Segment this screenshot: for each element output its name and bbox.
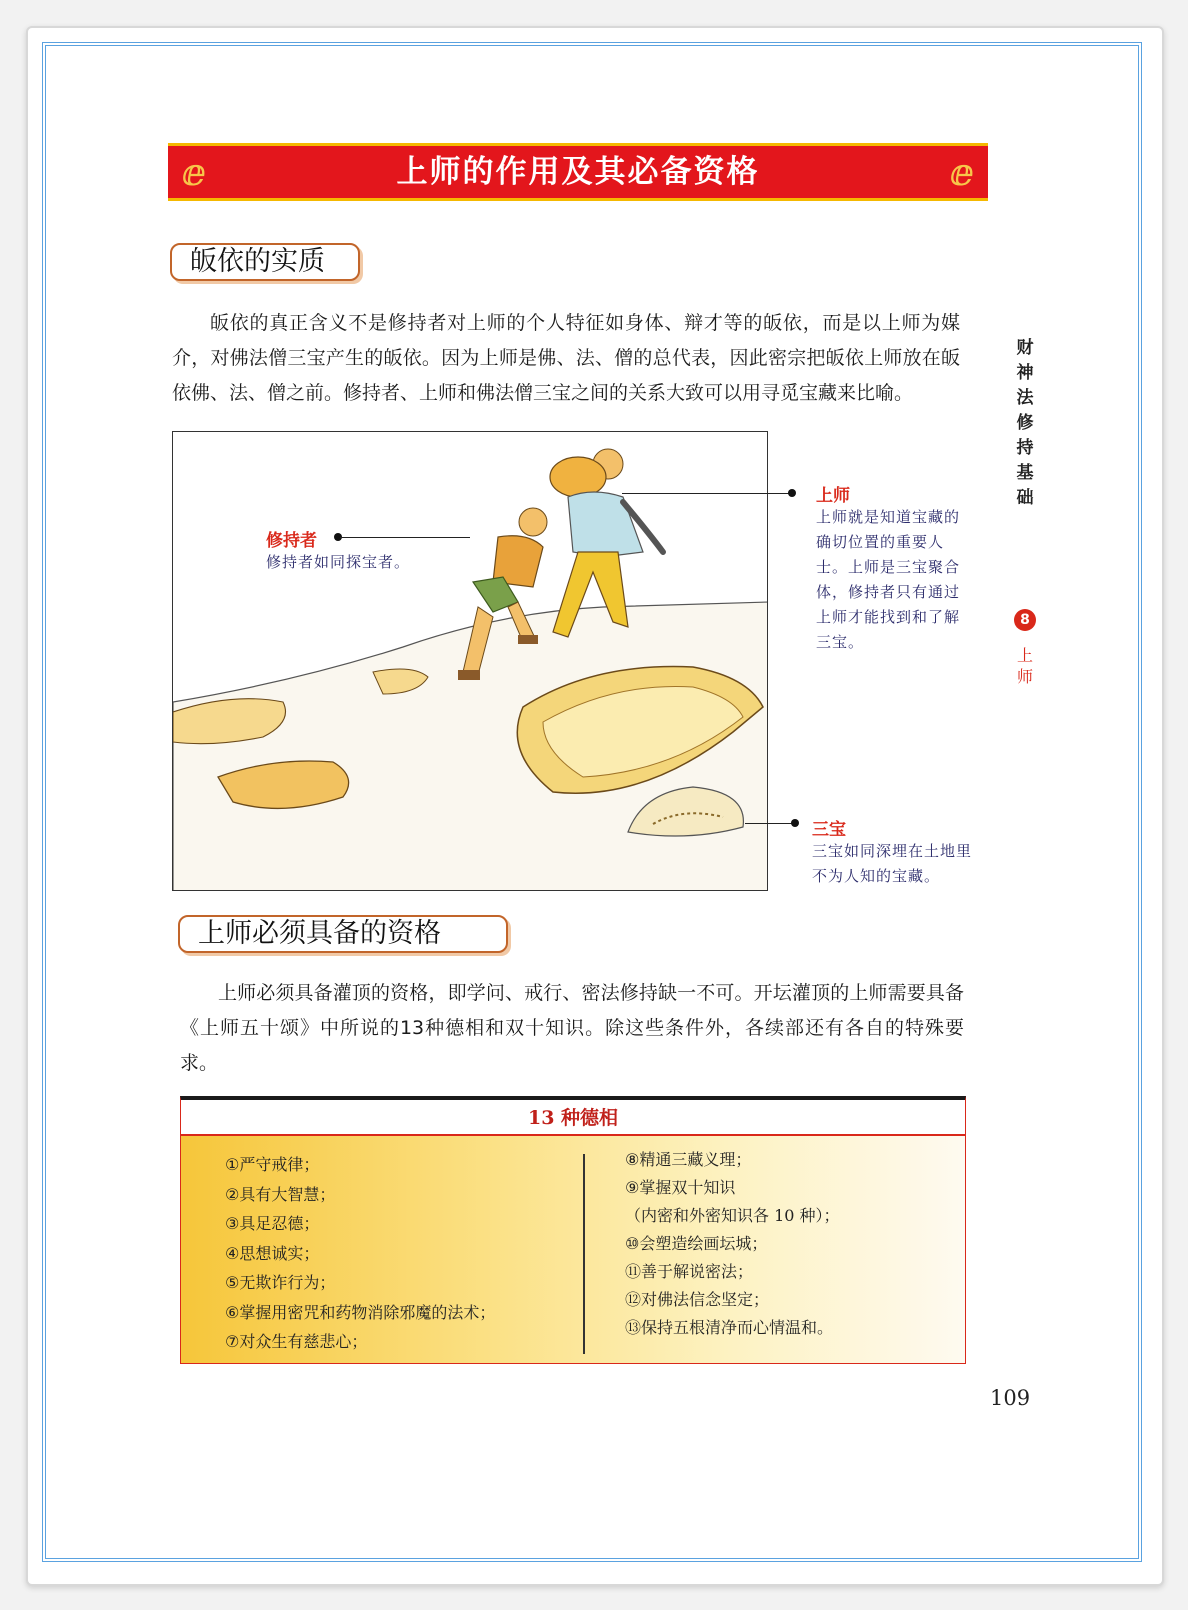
virtue-item: ⑩会塑造绘画坛城； [625, 1234, 768, 1253]
virtues-table-title: 13 种德相 [180, 1096, 966, 1136]
virtue-item-note: （内密和外密知识各 10 种）； [625, 1206, 840, 1225]
virtue-item: ⑦对众生有慈悲心； [225, 1332, 368, 1351]
virtue-item: ⑥掌握用密咒和药物消除邪魔的法术； [225, 1302, 496, 1322]
desc-three-jewels: 三宝如同深埋在土地里不为人知的宝藏。 [812, 842, 973, 885]
label-practitioner: 修持者 [266, 531, 317, 551]
section-heading-qualifications [178, 915, 508, 953]
virtue-item: ⑫对佛法信念坚定； [625, 1290, 770, 1309]
page-number: 109 [990, 1386, 1031, 1410]
leader-line-master [622, 493, 790, 494]
virtue-item: ⑪善于解说密法； [625, 1262, 754, 1281]
label-master: 上师 [816, 486, 850, 506]
page-title: 上师的作用及其必备资格 [396, 154, 760, 190]
leader-line-three-jewels [745, 823, 793, 824]
paragraph-refuge: 皈依的真正含义不是修持者对上师的个人特征如身体、辩才等的皈依，而是以上师为媒介，对佛法僧三宝产生的皈依。因为上师是佛、法、僧的总代表，因此密宗把皈依上师放在皈依佛、法、僧之前。修持者、上师和佛法僧三宝之间的关系大致可以用寻觅宝藏来比喻。 [172, 312, 960, 404]
virtue-item: ④思想诚实； [225, 1243, 320, 1263]
leader-line-practitioner [340, 537, 470, 538]
desc-practitioner: 修持者如同探宝者。 [266, 553, 411, 571]
virtues-table-body [180, 1136, 966, 1364]
virtue-item: ⑨掌握双十知识 [625, 1178, 736, 1197]
paragraph-qualifications: 上师必须具备灌顶的资格，即学问、戒行、密法修持缺一不可。开坛灌顶的上师需要具备《上师五十颂》中所说的13种德相和双十知识。除这些条件外，各续部还有各自的特殊要求。 [180, 982, 964, 1074]
section-heading-text: 皈依的实质 [190, 246, 325, 277]
virtue-item: ②具有大智慧； [225, 1184, 336, 1204]
scroll-ornament-icon: ⅇ [949, 150, 975, 194]
side-book-title: 财神法修持基础 [1016, 338, 1034, 508]
column-divider [583, 1154, 585, 1354]
virtue-item: ①严守戒律； [225, 1155, 320, 1174]
leader-dot [791, 819, 799, 827]
label-three-jewels: 三宝 [812, 820, 846, 840]
virtue-item: ⑬保持五根清净而心情温和。 [625, 1318, 834, 1337]
virtues-table [180, 1096, 966, 1366]
virtue-item: ⑧精通三藏义理； [625, 1150, 752, 1169]
section-heading-refuge [170, 243, 360, 281]
desc-master: 上师就是知道宝藏的确切位置的重要人士。上师是三宝聚合体，修持者只有通过上师才能找到和了解三宝。 [816, 508, 961, 651]
scroll-ornament-icon: ⅇ [181, 150, 207, 194]
virtue-item: ③具足忍德； [225, 1214, 320, 1233]
virtues-right-column [625, 1146, 840, 1342]
title-banner [168, 143, 988, 201]
illustration-treasure-hunt [172, 431, 768, 891]
virtues-left-column [225, 1150, 495, 1357]
chapter-number-badge: 8 [1014, 609, 1036, 631]
leader-dot [788, 489, 796, 497]
section-heading-text: 上师必须具备的资格 [198, 918, 441, 949]
side-chapter-name: 上师 [1016, 646, 1033, 686]
virtue-item: ⑤无欺诈行为； [225, 1273, 336, 1292]
treasure-hunt-drawing [173, 432, 768, 891]
